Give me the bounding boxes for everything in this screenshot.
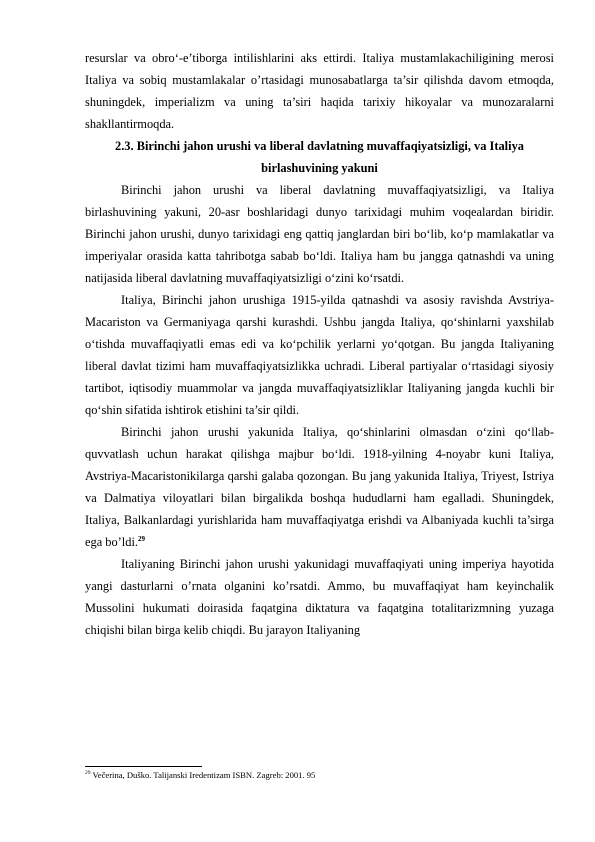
footnote bbox=[85, 770, 315, 781]
footnote-reference[interactable]: 29 bbox=[138, 534, 145, 543]
section-heading: 2.3. Birinchi jahon urushi va liberal davlatning muvaffaqiyatsizligi, va Italiya birlashuvining yakuni bbox=[115, 139, 524, 175]
footnote-number: 29 bbox=[85, 770, 91, 777]
footnote-divider bbox=[85, 766, 202, 767]
body-paragraph: Birinchi jahon urushi va liberal davlatning muvaffaqiyatsizligi, va Italiya birlashuvining yakuni, 20-asr boshlaridagi dunyo tarixidagi muhim voqealardan biridir. Birinchi jahon urushi, dunyo tarixidagi eng qattiq janglardan biri bo‘lib, ko‘p mamlakatlar va imperiyalar orasida katta tahribotga sabab bo‘ldi. Italiya ham bu jangga qatnashdi va uning natijasida liberal davlatning muvaffaqiyatsizligi o‘zini ko‘rsatdi. bbox=[85, 183, 554, 285]
body-paragraph-with-footnote bbox=[85, 421, 554, 553]
page-body bbox=[85, 47, 554, 641]
intro-paragraph: resurslar va obro‘-e’tiborga intilishlarini aks ettirdi. Italiya mustamlakachiligining merosi Italiya va sobiq mustamlakalar o’rtasidagi munosabatlarga ta’sir qilishda davom etmoqda, shuningdek, imperializm va uning ta’siri haqida tarixiy hikoyalar va munozaralarni shakllantirmoqda. bbox=[85, 51, 554, 131]
body-paragraph: Italiya, Birinchi jahon urushiga 1915-yilda qatnashdi va asosiy ravishda Avstriya-Macariston va Germaniyaga qarshi kurashdi. Ushbu jangda Italiya, qo‘shinlarni yaxshilab o‘tishda muvaffaqiyatli emas edi va ko‘pchilik yerlarni yo‘qotgan. Bu jangda Italiyaning liberal davlat tizimi ham muvaffaqiyatsizlikka uchradi. Liberal partiyalar o‘rtasidagi siyosiy tartibot, iqtisodiy muammolar va jangda muvaffaqiyatsizliklar Italiyaning jangda kuchli bir qo‘shin sifatida ishtirok etishini ta’sir qildi. bbox=[85, 293, 554, 417]
body-paragraph: Italiyaning Birinchi jahon urushi yakunidagi muvaffaqiyati uning imperiya hayotida yangi dasturlarni o’rnata olganini ko’rsatdi. Ammo, bu muvaffaqiyat ham keyinchalik Mussolini hukumati doirasida faqatgina diktatura va faqatgina totalitarizmning yuzaga chiqishi bilan birga kelib chiqdi. Bu jarayon Italiyaning bbox=[85, 557, 554, 637]
paragraph-text: Birinchi jahon urushi yakunida Italiya, qo‘shinlarini olmasdan o‘zini qo‘llab-quvvatlash uchun harakat qilishga majbur bo‘ldi. 1918-yilning 4-noyabr kuni Italiya, Avstriya-Macaristonikilarga qarshi galaba qozongan. Bu jang yakunida Italiya, Triyest, Istriya va Dalmatiya viloyatlari bilan birgalikda boshqa hududlarni ham egalladi. Shuningdek, Italiya, Balkanlardagi yurishlarida ham muvaffaqiyatga erishdi va Albaniyada kuchli ta’sirga ega bo’ldi. bbox=[85, 425, 554, 549]
footnote-text: Večerina, Duško. Talijanski Iredentizam ISBN. Zagreb: 2001. 95 bbox=[92, 770, 316, 780]
